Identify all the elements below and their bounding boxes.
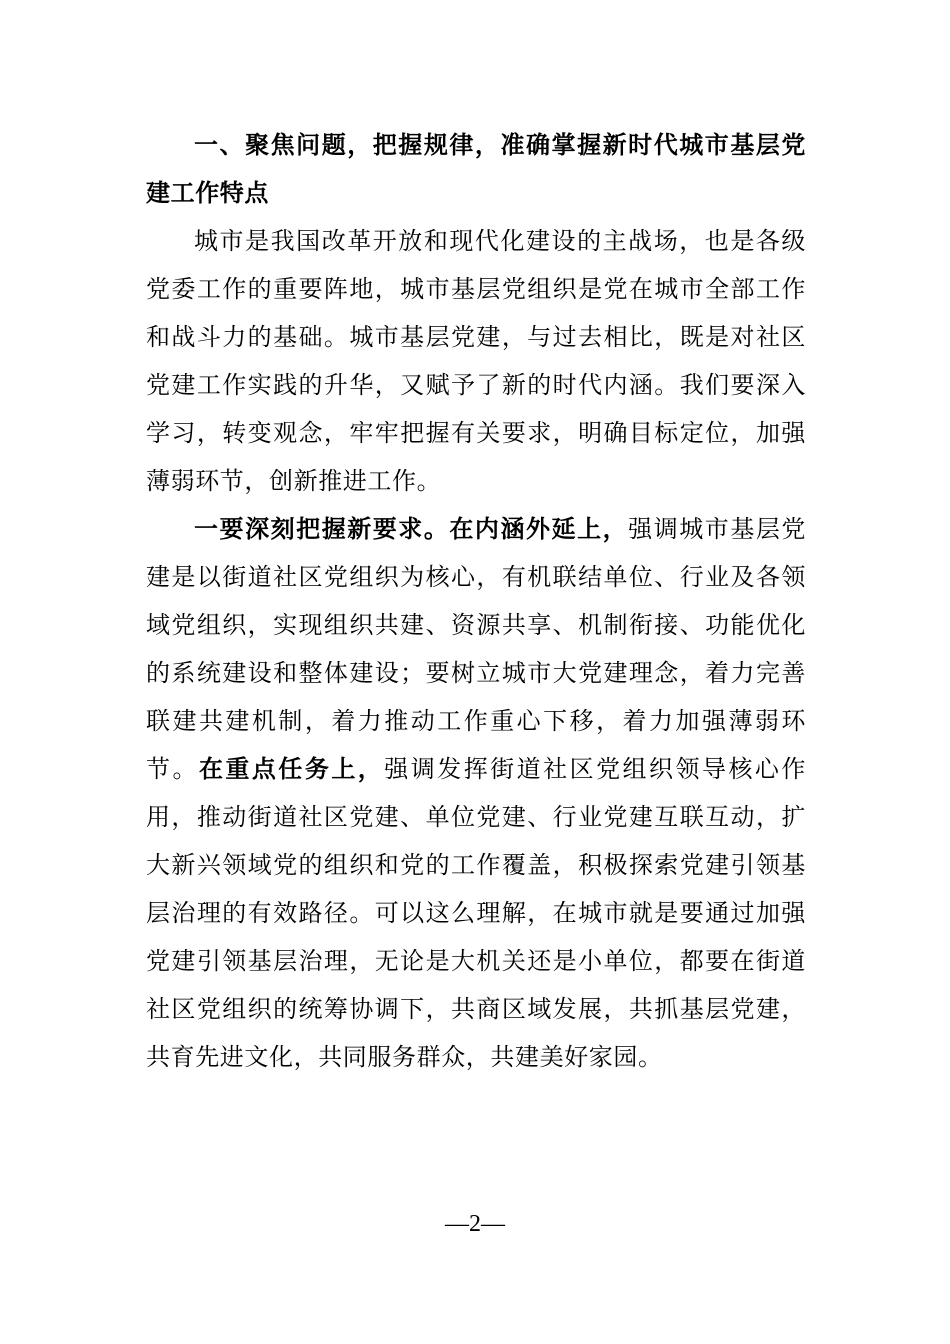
paragraph-text-part1: 强调城市基层党建是以街道社区党组织为核心，有机联结单位、行业及各领域党组织，实现组织共建、资源共享、机制衔接、功能优化的系统建设和整体建设；要树立城市大党建理念，着力完善联建共建机制，着力推动工作重心下移，着力加强薄弱环节。 [146,515,807,783]
paragraph-intro: 城市是我国改革开放和现代化建设的主战场，也是各级党委工作的重要阵地，城市基层党组织是党在城市全部工作和战斗力的基础。城市基层党建，与过去相比，既是对社区党建工作实践的升华，又赋予了新的时代内涵。我们要深入学习，转变观念，牢牢把握有关要求，明确目标定位，加强薄弱环节，创新推进工作。 [146,227,806,495]
document-body [146,121,806,1081]
paragraph-text-part2: 强调发挥街道社区党组织领导核心作用，推动街道社区党建、单位党建、行业党建互联互动，扩大新兴领域党的组织和党的工作覆盖，积极探索党建引领基层治理的有效路径。可以这么理解，在城市就是要通过加强党建引领基层治理，无论是大机关还是小单位，都要在街道社区党组织的统筹协调下，共商区域发展，共抓基层党建，共育先进文化，共同服务群众，共建美好家园。 [146,755,806,1071]
paragraph-mid-bold: 在重点任务上， [198,754,385,783]
page-number: —2— [445,1211,505,1237]
paragraph-lead-bold: 一要深刻把握新要求。在内涵外延上， [194,514,629,543]
paragraph-requirements [146,505,806,1081]
section-heading: 一、聚焦问题，把握规律，准确掌握新时代城市基层党建工作特点 [146,130,806,207]
